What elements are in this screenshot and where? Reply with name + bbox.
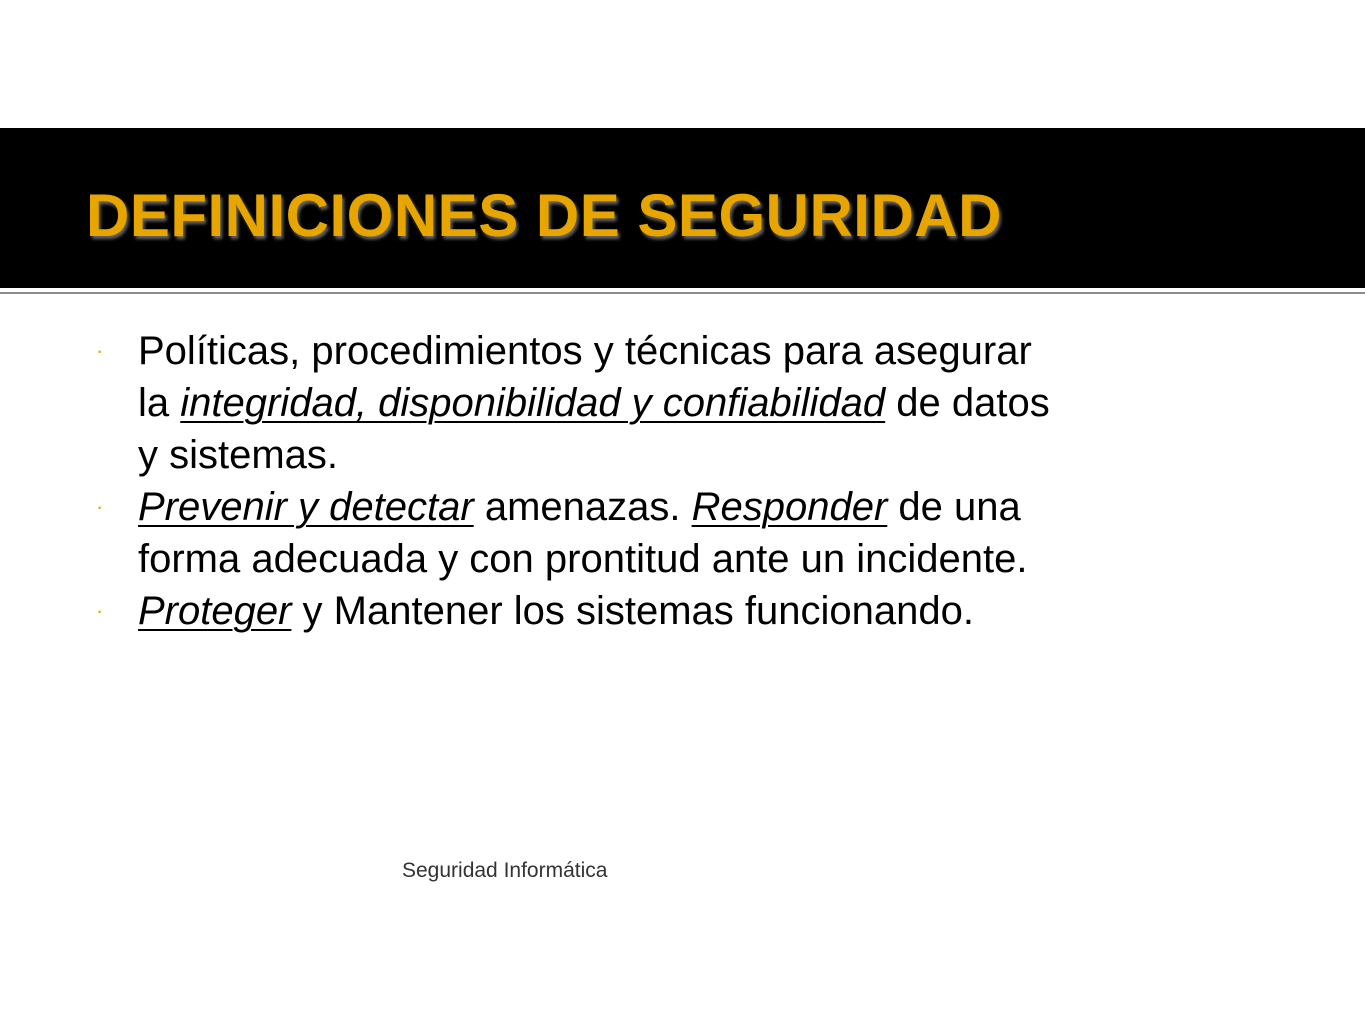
bullet-dot-icon: · [96,598,104,623]
bullet-list [86,325,1066,637]
bullet-emphasis-segment: integridad, disponibilidad y confiabilidad [180,381,886,425]
bullet-item [86,585,1066,637]
bullet-item [86,481,1066,585]
bullet-item [86,325,1066,481]
bullet-emphasis-segment: Responder [691,485,888,529]
bullet-text-segment: de una forma adecuada y con prontitud ante un incidente. [138,485,1028,581]
bullet-text-segment: y Mantener los sistemas funcionando. [291,589,974,633]
slide-footer: Seguridad Informática [402,859,608,882]
slide-title: DEFINICIONES DE SEGURIDAD [86,182,1002,249]
bullet-text-segment: Políticas, procedimientos y técnicas para asegurar la [138,329,1032,425]
title-divider [0,292,1365,294]
bullet-dot-icon: · [96,338,104,363]
bullet-emphasis-segment: Proteger [138,589,292,633]
bullet-emphasis-segment: Prevenir y detectar [138,485,474,529]
bullet-dot-icon: · [96,494,104,519]
bullet-text-segment: amenazas. [473,485,692,529]
bullet-text-segment: de datos y sistemas. [138,381,1050,477]
